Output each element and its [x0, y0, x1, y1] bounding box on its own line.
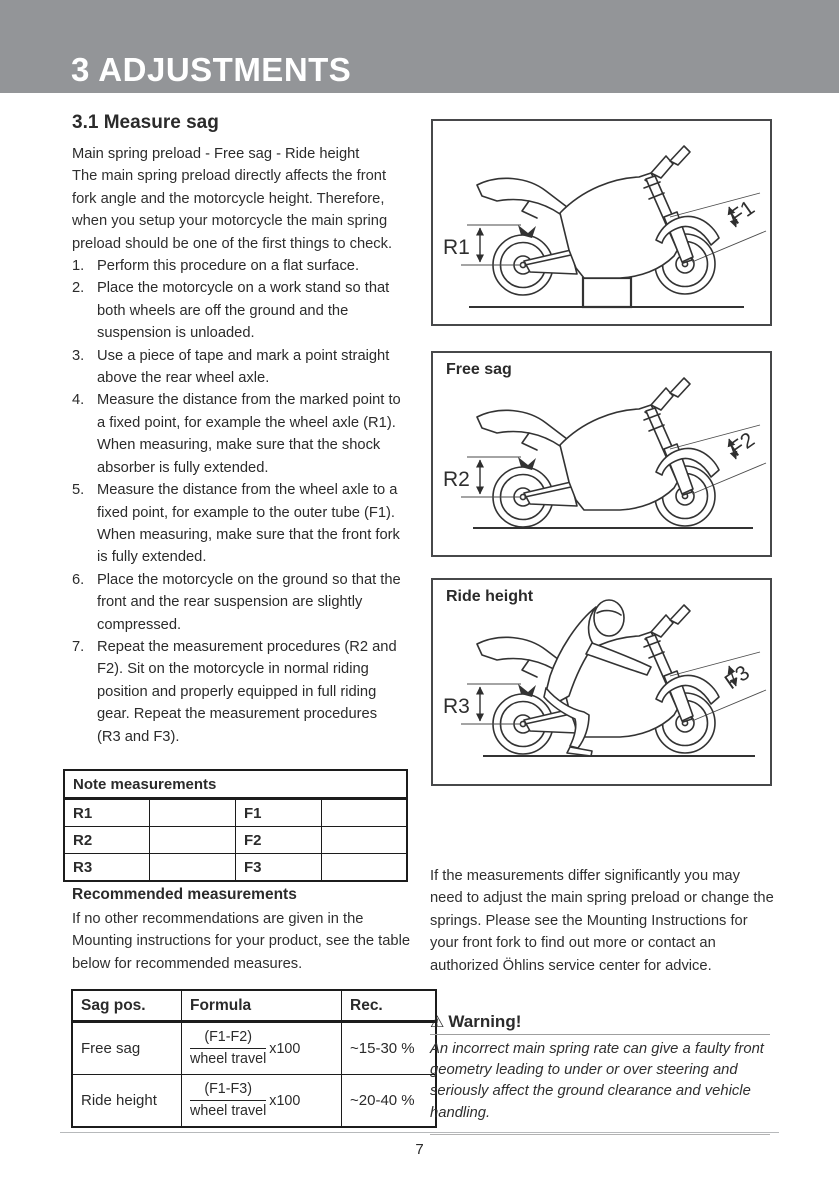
footer-divider	[60, 1132, 779, 1133]
motorcycle-on-ground-illustration	[433, 353, 770, 555]
column-header: Rec.	[342, 990, 437, 1022]
measure-value-blank	[321, 799, 407, 827]
warning-block	[430, 1012, 770, 1135]
measure-label: F2	[236, 827, 322, 854]
step-item: 6. Place the motorcycle on the ground so that the front and the rear suspension are slightly compressed.	[72, 571, 401, 633]
measure-label: F1	[236, 799, 322, 827]
table-row	[72, 1075, 436, 1128]
intro-line: Main spring preload - Free sag - Ride height	[72, 146, 360, 162]
sag-recommendation: ~15-30 %	[342, 1022, 437, 1075]
left-column	[72, 112, 409, 748]
table-title-row	[64, 770, 407, 799]
figure-free-sag	[431, 351, 772, 557]
front-sag-label: F2	[725, 428, 759, 462]
warning-triangle-icon: ⚠	[430, 1014, 445, 1031]
measure-label: F3	[236, 854, 322, 882]
step-item: 2. Place the motorcycle on a work stand so that both wheels are off the ground and the suspension is unloaded.	[72, 280, 390, 342]
figure-title: Ride height	[446, 588, 534, 605]
figure-preload-sag	[431, 119, 772, 326]
table-row	[72, 1022, 436, 1075]
formula-fraction: $\frac{(F1-F2)}{\text{wheel travel}}$	[190, 1029, 267, 1067]
note-measurements-table	[63, 769, 408, 882]
sag-position: Free sag	[72, 1022, 182, 1075]
sag-recommendation-table	[71, 989, 437, 1128]
measure-value-blank	[150, 827, 236, 854]
recommended-paragraph: If no other recommendations are given in the Mounting instructions for your product, see the table below for recommended measures.	[72, 911, 410, 972]
step-item: 5. Measure the distance from the wheel axle to a fixed point, for example to the outer tube (F1). When measuring, make sure that the front fork is fully extended.	[72, 482, 400, 566]
measure-value-blank	[321, 854, 407, 882]
intro-paragraph: The main spring preload directly affects the front fork angle and the motorcycle height. Therefore, when you setup your motorcycle the main spring preload should be one of the first things to check.	[72, 168, 393, 252]
motorcycle-on-stand-illustration	[433, 121, 770, 324]
rear-sag-label: R1	[443, 236, 470, 259]
warning-heading	[430, 1012, 770, 1035]
table-header-row	[72, 990, 436, 1022]
sag-recommendation: ~20-40 %	[342, 1075, 437, 1128]
measure-label: R3	[64, 854, 150, 882]
step-item: 4. Measure the distance from the marked point to a fixed point, for example the wheel axle (R1). When measuring, make sure that the shock absorber is fully extended.	[72, 392, 401, 476]
figure-ride-height	[431, 578, 772, 786]
measure-value-blank	[321, 827, 407, 854]
figure-title: Free sag	[446, 361, 512, 378]
table-row	[64, 827, 407, 854]
step-item: 7. Repeat the measurement procedures (R2 and F2). Sit on the motorcycle in normal riding position and properly equipped in full riding gear. Repeat the measurement procedures (R3 and F3).	[72, 638, 397, 745]
recommended-heading: Recommended measurements	[72, 886, 297, 903]
column-header: Sag pos.	[72, 990, 182, 1022]
sag-position: Ride height	[72, 1075, 182, 1128]
chapter-header-band	[0, 0, 839, 93]
sag-formula: $\frac{(F1-F2)}{\text{wheel travel}}$ x100	[182, 1022, 342, 1075]
step-item: 1. Perform this procedure on a flat surface.	[72, 258, 360, 275]
motorcycle-with-rider-illustration	[433, 580, 770, 784]
step-item: 3. Use a piece of tape and mark a point straight above the rear wheel axle.	[72, 347, 390, 387]
table-title: Note measurements	[64, 770, 407, 799]
sag-formula: $\frac{(F1-F3)}{\text{wheel travel}}$ x100	[182, 1075, 342, 1128]
formula-fraction: $\frac{(F1-F3)}{\text{wheel travel}}$	[190, 1081, 267, 1119]
page-number: 7	[415, 1141, 424, 1158]
procedure-steps	[72, 255, 409, 748]
front-sag-label: F3	[720, 661, 754, 695]
table-row	[64, 799, 407, 827]
table-row	[64, 854, 407, 882]
measure-label: R2	[64, 827, 150, 854]
measure-value-blank	[150, 799, 236, 827]
rear-sag-label: R3	[443, 695, 470, 718]
warning-heading-text: Warning!	[448, 1012, 522, 1031]
rear-sag-label: R2	[443, 468, 470, 491]
measure-label: R1	[64, 799, 150, 827]
warning-paragraph: An incorrect main spring rate can give a faulty front geometry leading to under or over steering and seriously affect the ground clearance and vehicle handling.	[430, 1041, 764, 1121]
measure-value-blank	[150, 854, 236, 882]
front-sag-label: F1	[725, 196, 759, 230]
section-heading: 3.1 Measure sag	[72, 112, 219, 133]
adjust-advice-paragraph: If the measurements differ significantly you may need to adjust the main spring preload or change the springs. Please see the Mounting Instructions for your front fork to find out more or contact an authorized Öhlins service center for advice.	[430, 868, 774, 974]
column-header: Formula	[182, 990, 342, 1022]
chapter-title: 3 ADJUSTMENTS	[71, 51, 352, 88]
